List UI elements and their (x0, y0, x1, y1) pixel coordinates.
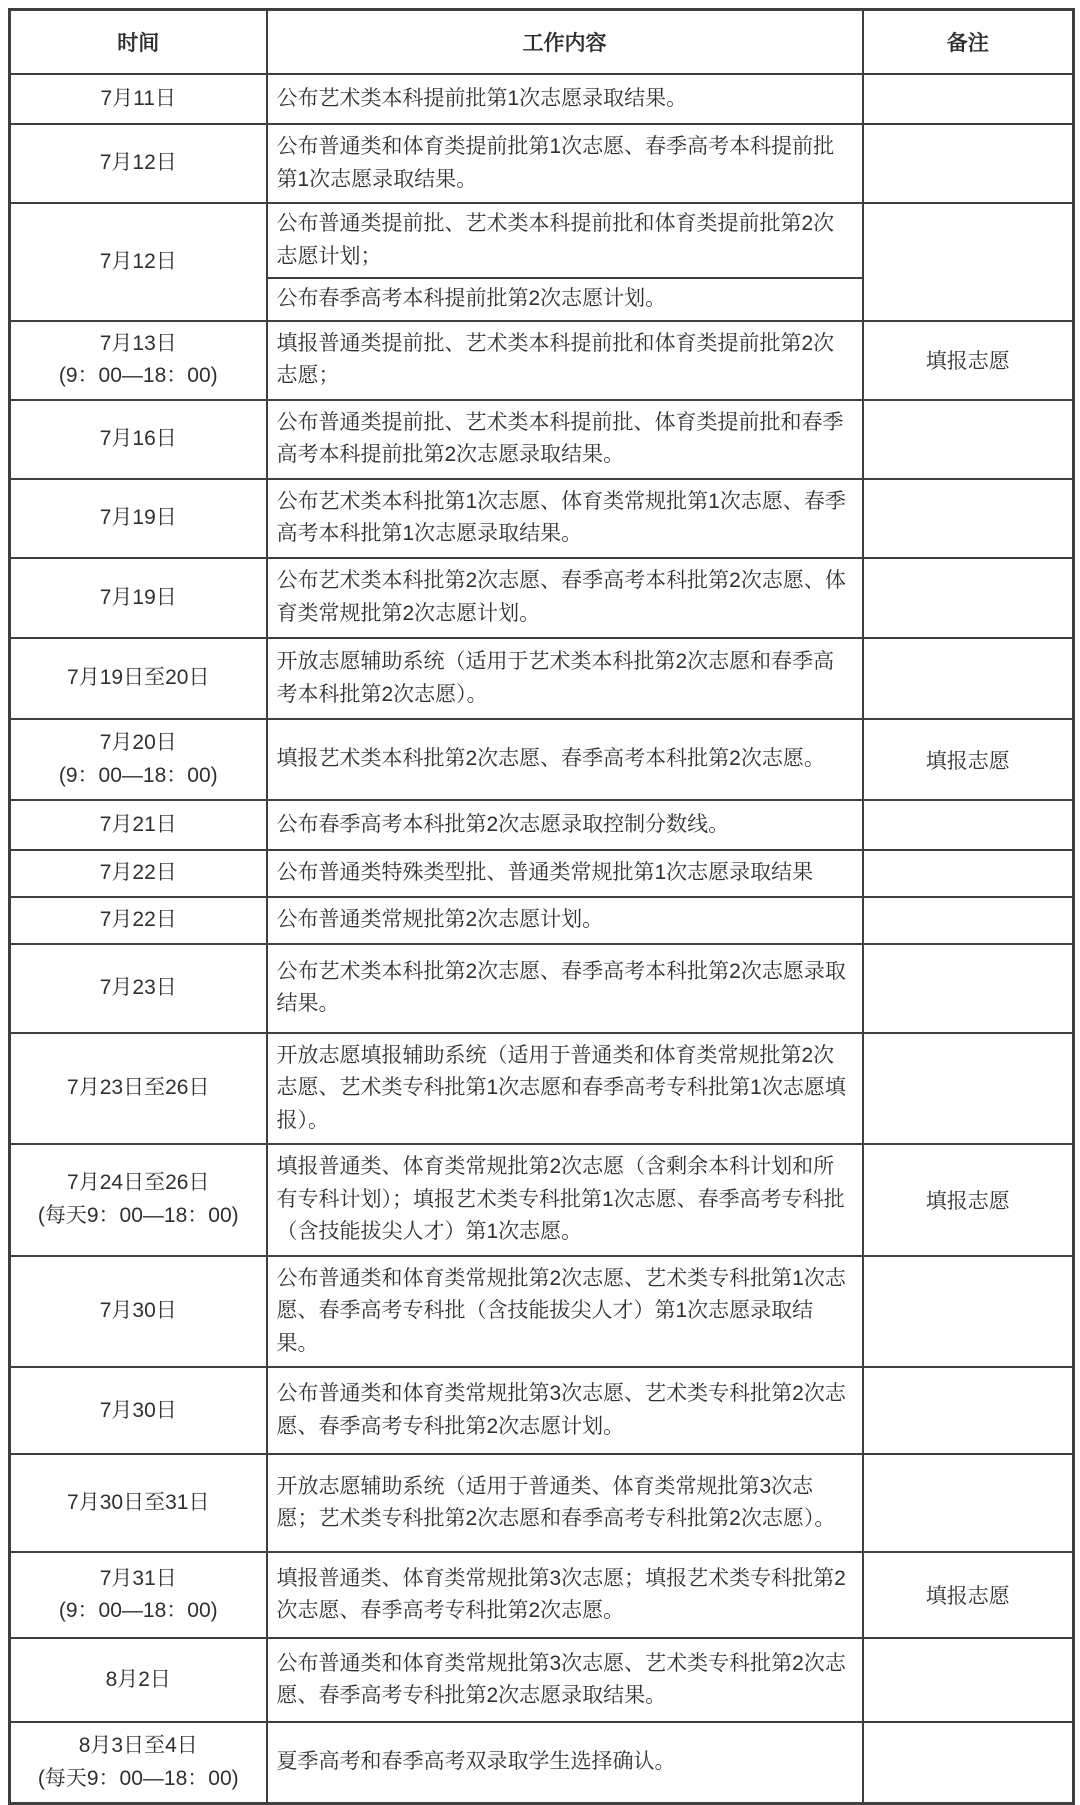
table-row (10, 400, 1074, 479)
remark-text: 填报志愿 (925, 350, 1010, 374)
remark-cell (863, 479, 1074, 558)
date-text: 7月22日 (99, 861, 177, 885)
content-text: 公布普通类提前批、艺术类本科提前批、体育类提前批和春季高考本科提前批第2次志愿录取结果。 (276, 410, 844, 467)
date-text: 7月30日 (99, 1299, 177, 1323)
remark-cell (863, 74, 1074, 124)
content-cell (267, 321, 863, 400)
time-cell (10, 944, 267, 1033)
content-text: 开放志愿辅助系统（适用于普通类、体育类常规批第3次志愿；艺术类专科批第2次志愿和春季高考专科批第2次志愿）。 (276, 1474, 836, 1531)
date-text: 8月2日 (105, 1668, 171, 1692)
table-row (10, 800, 1074, 850)
time-cell (10, 74, 267, 124)
content-cell (267, 897, 863, 944)
content-cell (267, 638, 863, 719)
remark-cell (863, 1144, 1074, 1256)
remark-cell (863, 1454, 1074, 1552)
remark-cell (863, 203, 1074, 321)
date-text: 7月22日 (99, 908, 177, 932)
time-cell (10, 897, 267, 944)
table-row (10, 897, 1074, 944)
content-text: 公布春季高考本科批第2次志愿录取控制分数线。 (276, 812, 730, 836)
content-text: 公布普通类和体育类常规批第3次志愿、艺术类专科批第2次志愿、春季高考专科批第2次志愿计划。 (276, 1382, 846, 1438)
date-text: 7月12日 (99, 151, 177, 175)
remark-cell (863, 897, 1074, 944)
content-cell (267, 400, 863, 479)
time-cell (10, 1454, 267, 1552)
remark-cell (863, 850, 1074, 897)
content-text: 公布普通类和体育类常规批第2次志愿、艺术类专科批第1次志愿、春季高考专科批（含技能拔尖人才）第1次志愿录取结果。 (276, 1266, 846, 1355)
content-cell (267, 1033, 863, 1145)
content-cell (267, 944, 863, 1033)
table-row (10, 1722, 1074, 1803)
content-text: 公布普通类提前批、艺术类本科提前批和体育类提前批第2次志愿计划； (268, 204, 862, 279)
date-text: 7月21日 (99, 812, 177, 836)
table-row (10, 1367, 1074, 1454)
table-row (10, 74, 1074, 124)
remark-cell (863, 558, 1074, 638)
time-range-text: (9：00—18：00) (58, 1599, 218, 1623)
time-cell (10, 479, 267, 558)
content-cell (267, 1638, 863, 1722)
content-text: 填报普通类提前批、艺术类本科提前批和体育类提前批第2次志愿； (276, 331, 835, 388)
date-text: 7月11日 (100, 86, 176, 110)
content-cell (267, 479, 863, 558)
remark-cell (863, 1722, 1074, 1803)
date-text: 8月3日至4日 (78, 1734, 198, 1758)
remark-cell (863, 1033, 1074, 1145)
content-cell (267, 800, 863, 850)
remark-text: 填报志愿 (925, 1585, 1010, 1609)
date-text: 7月24日至26日 (67, 1171, 210, 1195)
content-cell (267, 1367, 863, 1454)
content-cell (267, 1144, 863, 1256)
content-cell (267, 1552, 863, 1638)
remark-cell (863, 944, 1074, 1033)
date-text: 7月12日 (99, 249, 177, 273)
content-text: 填报普通类、体育类常规批第2次志愿（含剩余本科计划和所有专科计划）；填报艺术类专科批第1次志愿、春季高考专科批（含技能拔尖人才）第1次志愿。 (276, 1155, 845, 1244)
date-text: 7月20日 (99, 730, 177, 754)
time-range-text: (9：00—18：00) (58, 763, 218, 787)
content-text: 夏季高考和春季高考双录取学生选择确认。 (276, 1750, 676, 1774)
content-text: 公布艺术类本科批第2次志愿、春季高考本科批第2次志愿录取结果。 (276, 959, 846, 1016)
header-row (10, 10, 1074, 75)
content-text: 公布春季高考本科提前批第2次志愿计划。 (276, 287, 667, 311)
content-text: 公布艺术类本科提前批第1次志愿录取结果。 (276, 86, 688, 110)
content-text: 开放志愿辅助系统（适用于艺术类本科批第2次志愿和春季高考本科批第2次志愿）。 (276, 649, 835, 706)
content-text: 公布艺术类本科批第1次志愿、体育类常规批第1次志愿、春季高考本科批第1次志愿录取结果。 (276, 489, 846, 546)
date-text: 7月30日至31日 (67, 1491, 210, 1515)
content-text: 公布普通类常规批第2次志愿计划。 (276, 908, 604, 932)
time-cell (10, 558, 267, 638)
content-cell (267, 124, 863, 203)
table-row (10, 1144, 1074, 1256)
date-text: 7月30日 (99, 1398, 177, 1422)
remark-cell (863, 124, 1074, 203)
remark-cell (863, 800, 1074, 850)
table-row (10, 944, 1074, 1033)
content-cell (267, 1256, 863, 1368)
date-text: 7月19日 (99, 585, 177, 609)
time-cell (10, 203, 267, 321)
remark-text: 填报志愿 (925, 1190, 1010, 1214)
table-row (10, 1552, 1074, 1638)
table-row (10, 321, 1074, 400)
table-row (10, 1256, 1074, 1368)
date-text: 7月16日 (99, 427, 177, 451)
content-text: 公布艺术类本科批第2次志愿、春季高考本科批第2次志愿、体育类常规批第2次志愿计划。 (276, 569, 846, 626)
content-text: 开放志愿填报辅助系统（适用于普通类和体育类常规批第2次志愿、艺术类专科批第1次志愿和春季高考专科批第1次志愿填报）。 (276, 1043, 846, 1132)
time-range-text: (每天9：00—18：00) (37, 1204, 239, 1228)
content-text: 公布普通类特殊类型批、普通类常规批第1次志愿录取结果 (276, 861, 814, 885)
content-cell (267, 203, 863, 321)
table-row (10, 203, 1074, 321)
date-text: 7月19日 (99, 506, 177, 530)
time-cell (10, 1638, 267, 1722)
time-cell (10, 400, 267, 479)
remark-cell (863, 1367, 1074, 1454)
column-header-content: 工作内容 (267, 10, 863, 75)
table-row (10, 1638, 1074, 1722)
date-text: 7月31日 (99, 1566, 177, 1590)
content-text: 填报普通类、体育类常规批第3次志愿；填报艺术类专科批第2次志愿、春季高考专科批第2次志愿。 (276, 1566, 846, 1623)
remark-cell (863, 1256, 1074, 1368)
time-cell (10, 1144, 267, 1256)
date-text: 7月19日至20日 (67, 666, 210, 690)
remark-text: 填报志愿 (925, 749, 1010, 773)
table-row (10, 124, 1074, 203)
content-cell (267, 1722, 863, 1803)
time-cell (10, 124, 267, 203)
remark-cell (863, 1638, 1074, 1722)
table-row (10, 1033, 1074, 1145)
time-cell (10, 1256, 267, 1368)
time-cell (10, 850, 267, 897)
content-text: 公布普通类和体育类提前批第1次志愿、春季高考本科提前批第1次志愿录取结果。 (276, 135, 835, 191)
time-cell (10, 1367, 267, 1454)
content-cell (267, 1454, 863, 1552)
column-header-remark: 备注 (863, 10, 1074, 75)
time-range-text: (每天9：00—18：00) (37, 1766, 239, 1790)
column-header-time: 时间 (10, 10, 267, 75)
table-row (10, 719, 1074, 800)
time-cell (10, 719, 267, 800)
table-row (10, 1454, 1074, 1552)
time-cell (10, 638, 267, 719)
content-cell (267, 850, 863, 897)
time-cell (10, 321, 267, 400)
time-range-text: (9：00—18：00) (58, 364, 218, 388)
table-row (10, 638, 1074, 719)
date-text: 7月23日 (99, 975, 177, 999)
time-cell (10, 1722, 267, 1803)
table-row (10, 558, 1074, 638)
remark-cell (863, 719, 1074, 800)
remark-cell (863, 638, 1074, 719)
content-cell (267, 74, 863, 124)
admission-schedule-table (8, 8, 1075, 1805)
date-text: 7月23日至26日 (67, 1076, 210, 1100)
table-row (10, 479, 1074, 558)
time-cell (10, 1552, 267, 1638)
table-row (10, 850, 1074, 897)
time-cell (10, 1033, 267, 1145)
time-cell (10, 800, 267, 850)
content-cell (267, 558, 863, 638)
remark-cell (863, 321, 1074, 400)
content-text: 公布普通类和体育类常规批第3次志愿、艺术类专科批第2次志愿、春季高考专科批第2次志愿录取结果。 (276, 1651, 846, 1708)
content-text: 填报艺术类本科批第2次志愿、春季高考本科批第2次志愿。 (276, 747, 825, 771)
date-text: 7月13日 (99, 331, 177, 355)
content-cell (267, 719, 863, 800)
remark-cell (863, 1552, 1074, 1638)
remark-cell (863, 400, 1074, 479)
